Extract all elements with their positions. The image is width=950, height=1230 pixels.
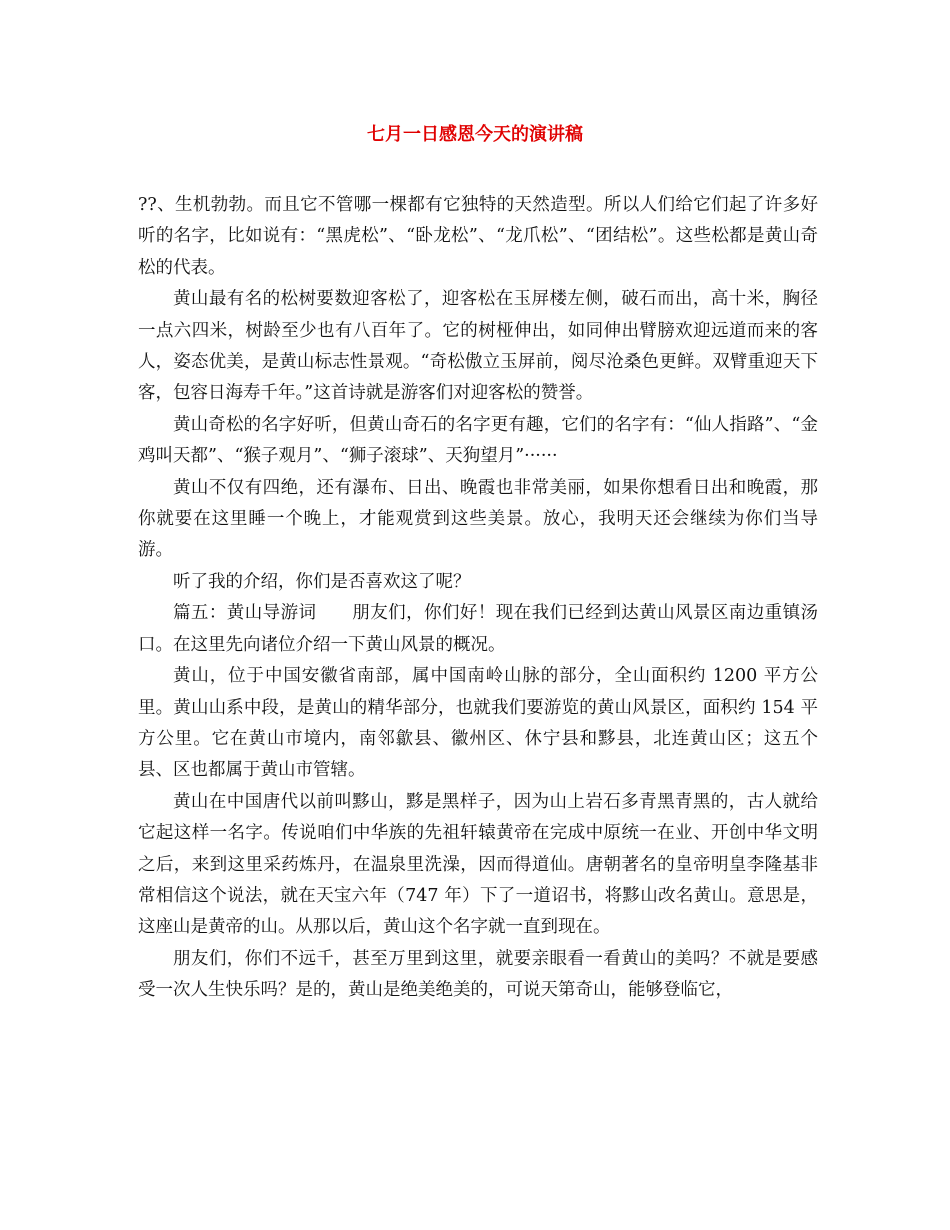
paragraph-3: 黄山奇松的名字好听，但黄山奇石的名字更有趣，它们的名字有：“仙人指路”、“金鸡叫天都”、“猴子观月”、“狮子滚球”、天狗望月”······ [138,414,818,467]
paragraph-2: 黄山最有名的松树要数迎客松了，迎客松在玉屏楼左侧，破石而出，高十米，胸径一点六四米，树龄至少也有八百年了。它的树桠伸出，如同伸出臂膀欢迎远道而来的客人，姿态优美，是黄山标志性景观。“奇松傲立玉屏前，阅尽沧桑色更鲜。双臂重迎天下客，包容日海寿千年。”这首诗就是游客们对迎客松的赞誉。 [138,289,818,404]
paragraph-4: 黄山不仅有四绝，还有瀑布、日出、晚霞也非常美丽，如果你想看日出和晚霞，那你就要在这里睡一个晚上，才能观赏到这些美景。放心，我明天还会继续为你们当导游。 [138,477,818,561]
document-title: 七月一日感恩今天的演讲稿 [367,124,583,145]
document-body [138,190,818,1007]
paragraph-7: 黄山，位于中国安徽省南部，属中国南岭山脉的部分，全山面积约 1200 平方公里。黄山山系中段，是黄山的精华部分，也就我们要游览的黄山风景区，面积约 154 平方公里。它在黄山市境内，南邻歙县、徽州区、休宁县和黟县，北连黄山区；这五个县、区也都属于黄山市管辖。 [138,666,818,781]
paragraph-5: 听了我的介绍，你们是否喜欢这了呢？ [173,571,471,592]
paragraph-6: 篇五：黄山导游词 朋友们，你们好！现在我们已经到达黄山风景区南边重镇汤口。在这里先向诸位介绍一下黄山风景的概况。 [138,603,818,655]
paragraph-8: 黄山在中国唐代以前叫黟山，黟是黑样子，因为山上岩石多青黑青黑的，古人就给它起这样一名字。传说咱们中华族的先祖轩辕黄帝在完成中原统一在业、开创中华文明之后，来到这里采药炼丹，在温泉里洗澡，因而得道仙。唐朝著名的皇帝明皇李隆基非常相信这个说法，就在天宝六年（747 年）下了一道诏书，将黟山改名黄山。意思是，这座山是黄帝的山。从那以后，黄山这个名字就一直到现在。 [138,791,818,938]
paragraph-9: 朋友们，你们不远千，甚至万里到这里，就要亲眼看一看黄山的美吗？不就是要感受一次人生快乐吗？是的，黄山是绝美绝美的，可说天第奇山，能够登临它， [138,948,818,1001]
paragraph-1: ??、生机勃勃。而且它不管哪一棵都有它独特的天然造型。所以人们给它们起了许多好听的名字，比如说有：“黑虎松”、“卧龙松”、“龙爪松”、“团结松”。这些松都是黄山奇松的代表。 [138,195,818,278]
